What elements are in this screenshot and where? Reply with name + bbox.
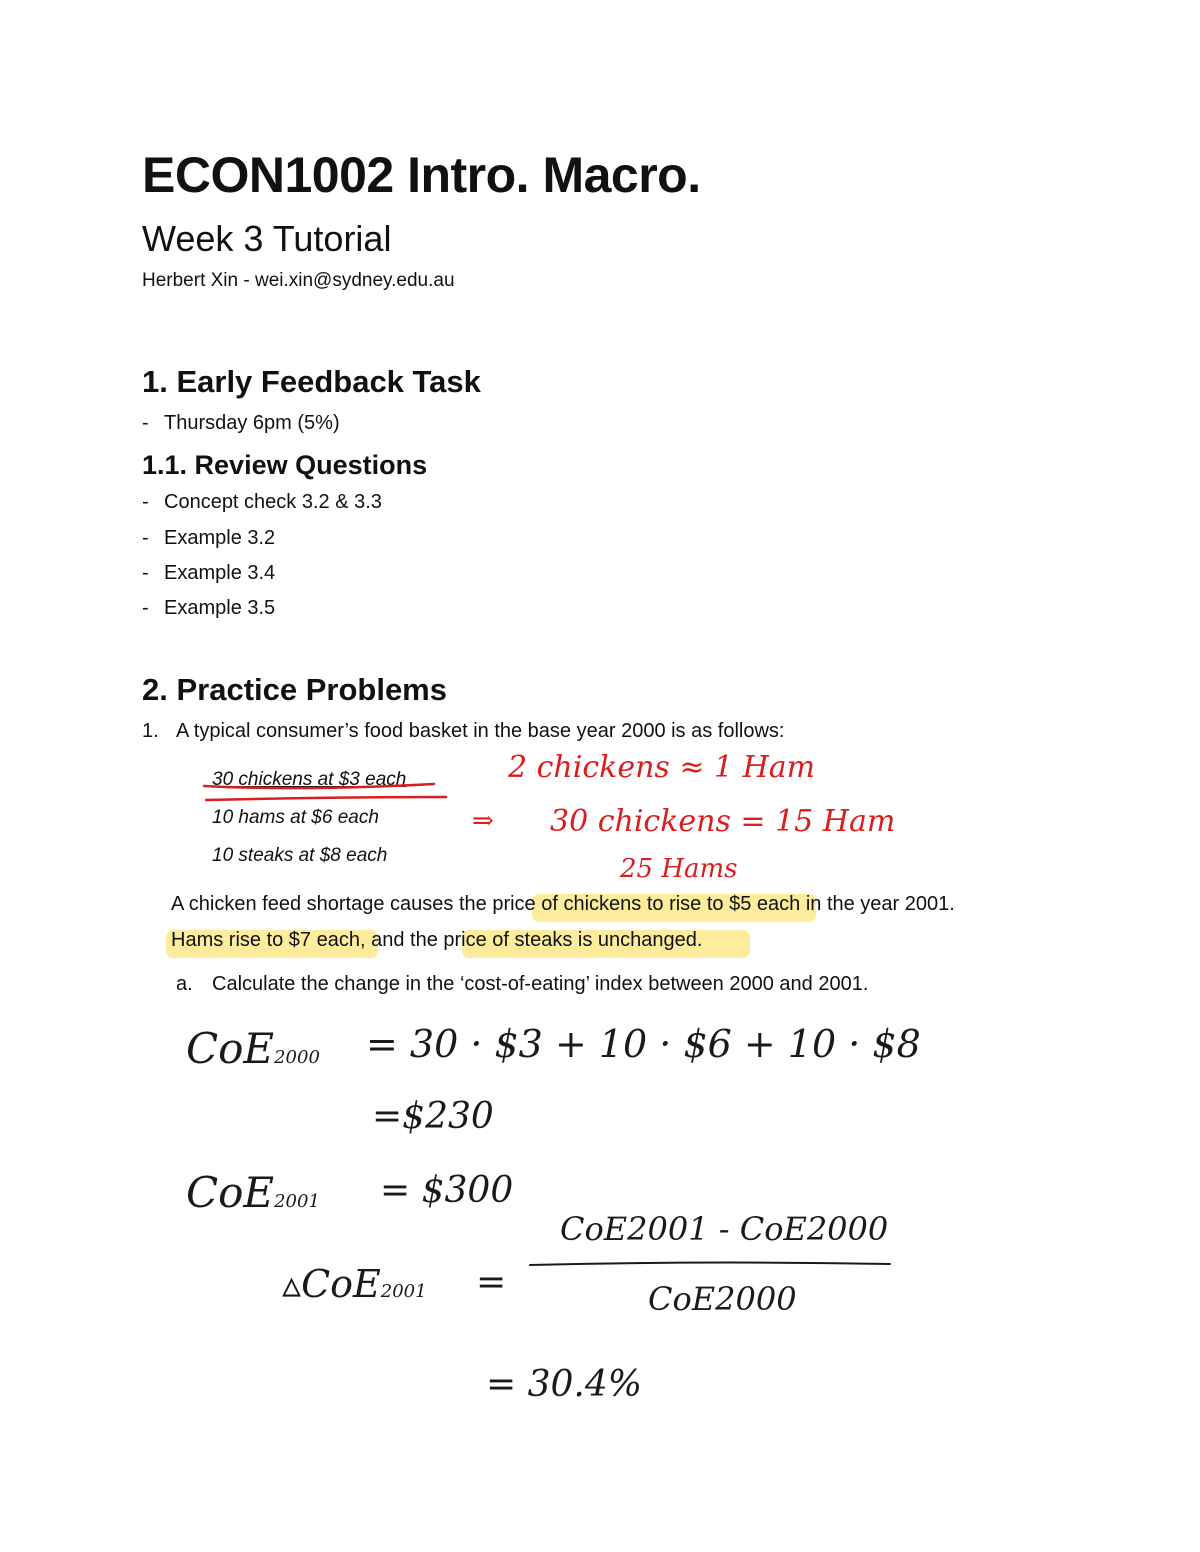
section-heading-review-questions: 1.1. Review Questions xyxy=(142,450,428,480)
handwritten-coe2001-equation: = $300 xyxy=(380,1170,514,1211)
list-item: - Concept check 3.2 & 3.3 xyxy=(142,491,382,513)
question-paragraph-line-2: Hams rise to $7 each, and the price of steaks is unchanged. xyxy=(171,929,703,951)
section-heading-practice-problems: 2. Practice Problems xyxy=(142,672,447,707)
handwritten-coe2000-equation: = 30 · $3 + 10 · $6 + 10 · $8 xyxy=(366,1022,921,1066)
handwritten-note-30-chickens: 30 chickens = 15 Ham xyxy=(550,804,896,839)
basket-item-hams: 10 hams at $6 each xyxy=(212,807,379,828)
basket-item-steaks: 10 steaks at $8 each xyxy=(212,845,388,866)
handwritten-note-chickens-ham: 2 chickens ≈ 1 Ham xyxy=(508,750,816,785)
page-subtitle: Week 3 Tutorial xyxy=(142,218,392,259)
handwritten-coe2000-result: =$230 xyxy=(372,1096,494,1137)
question-paragraph-line-1: A chicken feed shortage causes the price of chickens to rise to $5 each in the year 2001. xyxy=(171,893,955,915)
handwritten-fraction-denominator: CoE2000 xyxy=(648,1280,797,1318)
handwritten-note-25-hams: 25 Hams xyxy=(620,854,738,884)
handwritten-delta-coe-label: ▵CoE2001 xyxy=(282,1262,427,1306)
handwritten-coe2000-label: CoE2000 xyxy=(186,1024,320,1073)
list-item: - Example 3.5 xyxy=(142,597,276,619)
list-item: - Thursday 6pm (5%) xyxy=(142,412,340,434)
list-item: - Example 3.4 xyxy=(142,562,276,584)
handwritten-arrow: ⇒ xyxy=(472,806,494,836)
list-item: - Example 3.2 xyxy=(142,527,276,549)
handwritten-answer: = 30.4% xyxy=(486,1364,642,1405)
handwritten-delta-equals: = xyxy=(476,1262,507,1303)
author-line: Herbert Xin - wei.xin@sydney.edu.au xyxy=(142,270,455,291)
question-1: 1. A typical consumer’s food basket in the base year 2000 is as follows: xyxy=(142,720,785,742)
section-heading-early-feedback: 1. Early Feedback Task xyxy=(142,364,481,399)
question-1a: a. Calculate the change in the ‘cost-of-eating’ index between 2000 and 2001. xyxy=(176,973,869,995)
handwritten-coe2001-label: CoE2001 xyxy=(186,1168,320,1217)
page-title: ECON1002 Intro. Macro. xyxy=(142,147,701,203)
basket-item-chickens: 30 chickens at $3 each xyxy=(212,769,407,790)
handwritten-fraction-numerator: CoE2001 - CoE2000 xyxy=(560,1210,889,1248)
